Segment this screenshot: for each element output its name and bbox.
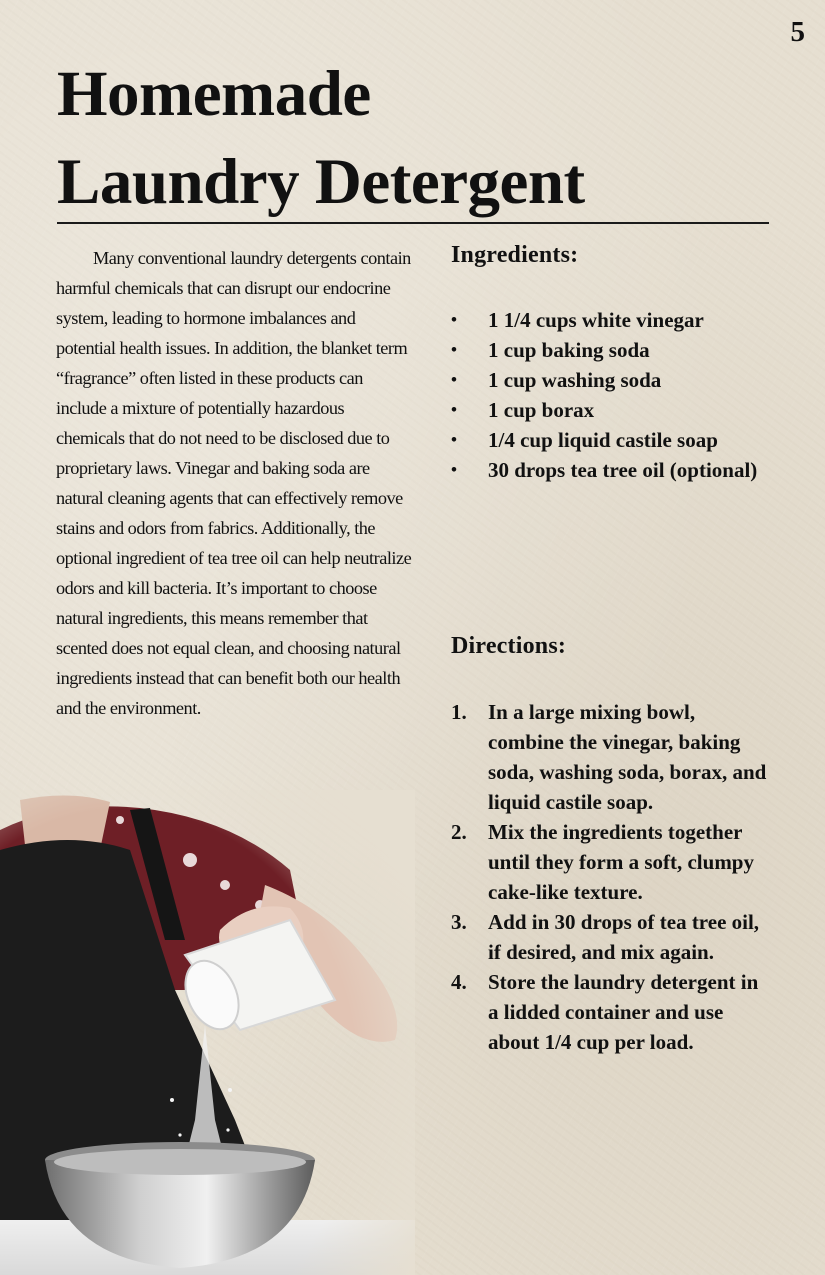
list-item — [451, 425, 769, 455]
ingredients-list — [451, 305, 769, 485]
step-number: 1. — [451, 700, 467, 724]
directions-heading: Directions: — [451, 633, 567, 659]
list-item — [451, 305, 769, 335]
bullet-icon: • — [451, 370, 457, 389]
list-item — [451, 395, 769, 425]
list-item — [451, 907, 773, 967]
intro-paragraph: Many conventional laundry detergents contain harmful chemicals that can disrupt our endocrine system, leading to hormone imbalances and potential health issues. In addition, the blanket term “fragrance” often listed in these products can include a mixture of potentially hazardous chemicals that do not need to be disclosed due to proprietary laws. Vinegar and baking soda are natural cleaning agents that can effectively remove stains and odors from fabrics. Additionally, the optional ingredient of tea tree oil can help neutralize odors and kill bacteria. It’s important to choose natural ingredients, this means remember that scented does not equal clean, and choosing natural ingredients instead that can benefit both our health and the environment. — [56, 248, 412, 718]
ingredients-heading: Ingredients: — [451, 242, 579, 268]
list-item — [451, 697, 773, 817]
page-number: 5 — [790, 16, 805, 48]
list-item — [451, 335, 769, 365]
title-line-2: Laundry Detergent — [57, 146, 585, 218]
directions-list — [451, 697, 773, 1057]
page-title — [57, 50, 585, 226]
list-item — [451, 817, 773, 907]
step-number: 3. — [451, 910, 467, 934]
ingredient-text: 1 cup borax — [488, 398, 595, 422]
photo-pouring-powder — [0, 790, 415, 1275]
bullet-icon: • — [451, 400, 457, 419]
step-number: 4. — [451, 970, 467, 994]
ingredient-text: 30 drops tea tree oil (optional) — [488, 458, 758, 482]
step-text: In a large mixing bowl, combine the vinegar, baking soda, washing soda, borax, and liquid castile soap. — [488, 700, 767, 814]
photo-vignette — [0, 790, 415, 1275]
list-item — [451, 967, 773, 1057]
bullet-icon: • — [451, 340, 457, 359]
step-text: Add in 30 drops of tea tree oil, if desired, and mix again. — [488, 910, 760, 964]
title-divider — [57, 222, 769, 224]
illustration — [0, 790, 415, 1275]
list-item — [451, 455, 769, 485]
step-number: 2. — [451, 820, 467, 844]
ingredient-text: 1/4 cup liquid castile soap — [488, 428, 718, 452]
list-item — [451, 365, 769, 395]
ingredient-text: 1 1/4 cups white vinegar — [488, 308, 704, 332]
step-text: Mix the ingredients together until they form a soft, clumpy cake-like texture. — [488, 820, 754, 904]
bullet-icon: • — [451, 460, 457, 479]
bullet-icon: • — [451, 430, 457, 449]
step-text: Store the laundry detergent in a lidded container and use about 1/4 cup per load. — [488, 970, 759, 1054]
ingredient-text: 1 cup washing soda — [488, 368, 662, 392]
bullet-icon: • — [451, 310, 457, 329]
ingredient-text: 1 cup baking soda — [488, 338, 650, 362]
title-line-1: Homemade — [57, 58, 371, 130]
